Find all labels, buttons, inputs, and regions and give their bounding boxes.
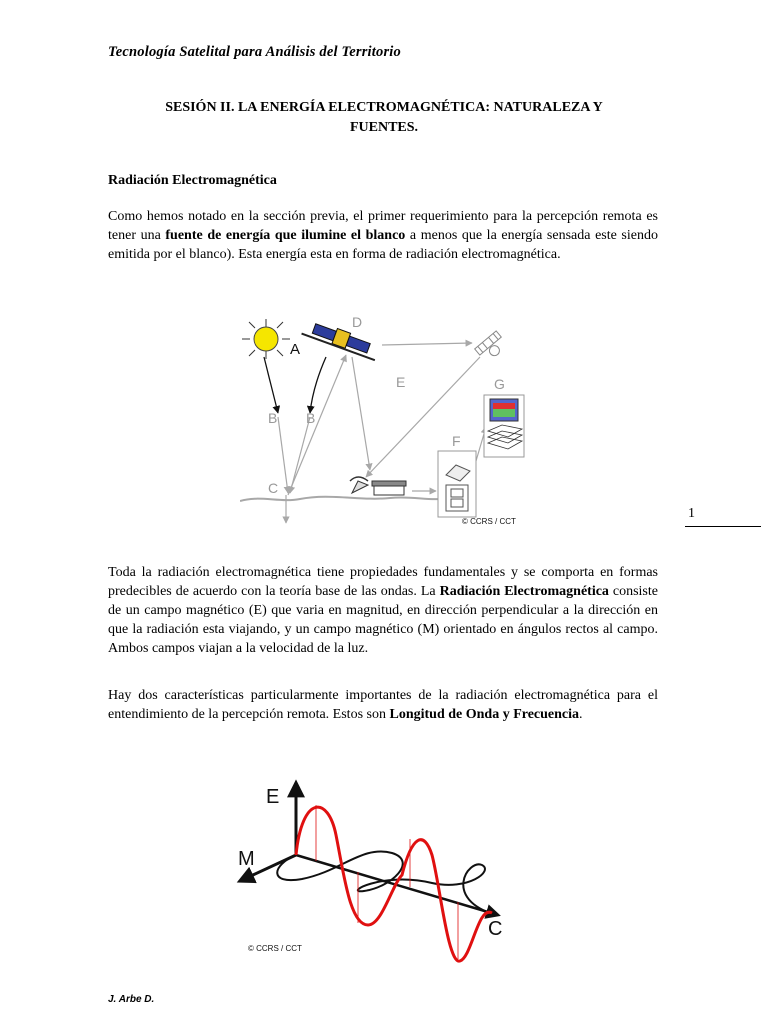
electromagnetic-wave-diagram [232,775,522,965]
paragraph-properties [108,563,658,658]
paragraph-characteristics-text-1: Hay dos características particularmente importantes de la radiación electromagnética para el entendimiento de la percepción remota. Estos son [108,688,658,722]
remote-sensing-diagram [240,305,540,530]
diagram-label-b1: B [268,410,278,426]
diagram-label-e: E [396,374,406,390]
paragraph-characteristics-bold: Longitud de Onda y Frecuencia [389,707,580,722]
diagram-label-d: D [352,314,363,330]
paragraph-properties-text-1: Toda la radiación electromagnética tiene propiedades fundamentales y se comporta en formas predecibles de acuerdo con la teoría base de las ondas. La [108,565,658,599]
subheading-radiacion: Radiación Electromagnética [108,173,277,188]
paragraph-properties-bold: Radiación Electromagnética [439,584,609,599]
paragraph-intro-bold: fuente de energía que ilumine el blanco [165,228,406,243]
paragraph-characteristics [108,686,658,724]
page-number: 1 [688,506,695,521]
paragraph-intro-text-1: Como hemos notado en la sección previa, el primer requerimiento para la percepción remota es tener una [108,209,658,243]
receiving-satellite-icon [475,331,509,364]
diagram-label-f: F [452,433,461,449]
arrow-satellite-to-ground [310,357,326,413]
satellite-icon [302,318,381,361]
paragraph-intro-text-2: a menos que la energía sensada este siendo emitida por el blanco). Esta energía esta en forma de radiación electromagnética. [108,228,658,262]
ground-line [240,497,440,501]
diagram-label-b2: B [306,410,316,426]
document-header-title: Tecnología Satelital para Análisis del Territorio [108,44,401,60]
diagram-label-c: C [268,480,279,496]
arrow-sun-to-ground [264,357,278,413]
section-title-line-1: SESIÓN II. LA ENERGÍA ELECTROMAGNÉTICA: NATURALEZA Y [165,100,603,115]
paragraph-properties-text-2: consiste de un campo magnético (E) que varia en magnitud, en dirección perpendicular a la dirección en que la radiación esta viajando, y un campo magnético (M) orientado en ángulos rectos al campo. Ambos campos viajan a la velocidad de la luz. [108,584,658,656]
wave-label-e: E [266,786,280,808]
wave-credit: © CCRS / CCT [248,944,302,953]
sun-icon [242,319,290,359]
ground-station-icon [350,477,406,495]
diagram-credit: © CCRS / CCT [462,517,516,526]
footer-author: J. Arbe D. [108,994,155,1005]
section-title [108,98,660,138]
processing-unit-icon [438,451,476,517]
diagram-label-g: G [494,376,505,392]
paragraph-characteristics-text-2: . [579,707,583,722]
interpretation-monitor-icon [484,395,524,457]
wave-label-m: M [238,848,255,870]
paragraph-intro [108,207,658,264]
page-number-rule [685,526,761,527]
section-title-line-2: FUENTES. [349,120,419,135]
diagram-label-a: A [290,341,301,358]
wave-label-c: C [488,918,503,940]
